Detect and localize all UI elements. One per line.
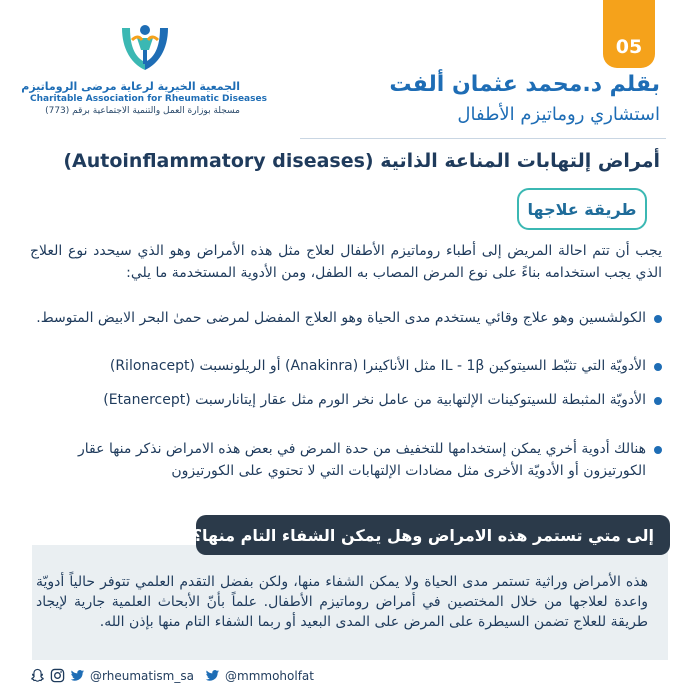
instagram-icon[interactable]	[50, 668, 65, 683]
author-title: استشاري روماتيزم الأطفال	[457, 104, 660, 125]
author-handle[interactable]: @mmmoholfat	[225, 668, 314, 683]
section-label-box	[517, 188, 647, 230]
logo-registration: مسجلة بوزارة العمل والتنمية الاجتماعية برقم (773)	[45, 106, 240, 116]
list-item	[30, 355, 662, 377]
list-item	[30, 389, 662, 411]
twitter-icon[interactable]	[205, 668, 220, 683]
twitter-icon[interactable]	[70, 668, 85, 683]
list-item-text: الأدويّة التي تثبّط السيتوكين IL - 1β مثل الأناكينرا (Anakinra) أو الريلونسبت (Rilonacept)	[109, 358, 646, 374]
association-social	[30, 668, 194, 683]
list-item-text: الأدويّة المثبطة للسيتوكينات الإلتهابية من عامل نخر الورم مثل عقار إيتانارسبت (Etanercept)	[103, 392, 646, 408]
section-label: طريقة علاجها	[527, 199, 637, 219]
answer-paragraph: هذه الأمراض وراثية تستمر مدى الحياة ولا يمكن الشفاء منها، ولكن بفضل التقدم العلمي تتوفر حالياً أدويّة واعدة لعلاجها من خلال المختصين في أمراض روماتيزم الأطفال. علماً بأنّ الأبحاث العلمية جارية لإيجاد طريقة للعلاج تضمن السيطرة على المرض على المدى البعيد أو ربما الشفاء التام منها بإذن الله.	[36, 574, 648, 630]
logo-org-name-ar: الجمعية الخيرية لرعاية مرضى الروماتيزم	[21, 80, 240, 93]
list-item-text: هنالك أدوية أخري يمكن إستخدامها للتخفيف من حدة المرض في بعض هذه الامراض نذكر منها عقار الكورتيزون أو الأدويّة الأخرى مثل مضادات الإلتهابات التي لا تحتوي على الكورتيزون	[78, 441, 646, 479]
author-name: بقلم د.محمد عثمان ألفت	[389, 72, 660, 97]
logo-emblem-icon	[20, 20, 270, 80]
snapchat-icon[interactable]	[30, 668, 45, 683]
bullet-icon	[654, 446, 662, 454]
association-handle[interactable]: @rheumatism_sa	[90, 668, 194, 683]
page-number: 05	[615, 36, 643, 58]
author-social	[205, 668, 314, 683]
bullet-icon	[654, 363, 662, 371]
list-item	[30, 438, 662, 482]
article-title: أمراض إلتهابات المناعة الذاتية (Autoinflammatory diseases)	[63, 150, 660, 172]
page-number-badge	[603, 0, 655, 68]
list-item-text: الكولشسين وهو علاج وقائي يستخدم مدى الحياة وهو العلاج المفضل لمرضى حمىٰ البحر الابيض المتوسط.	[36, 310, 646, 326]
logo-org-name-en: Charitable Association for Rheumatic Diseases	[30, 94, 267, 104]
question-banner	[192, 515, 670, 555]
header-divider	[300, 138, 666, 139]
bullet-icon	[654, 315, 662, 323]
list-item	[30, 307, 662, 329]
intro-paragraph: يجب أن تتم احالة المريض إلى أطباء روماتيزم الأطفال لعلاج مثل هذه الأمراض وهو الذي سيحدد نوع العلاج الذي يجب استخدامه بناءً على نوع المرض المصاب به الطفل، ومن الأدوية المستخدمة ما يلي:	[30, 243, 662, 281]
question-text: إلى متي تستمر هذه الامراض وهل يمكن الشفاء التام منها؟	[192, 525, 654, 545]
bullet-icon	[654, 397, 662, 405]
